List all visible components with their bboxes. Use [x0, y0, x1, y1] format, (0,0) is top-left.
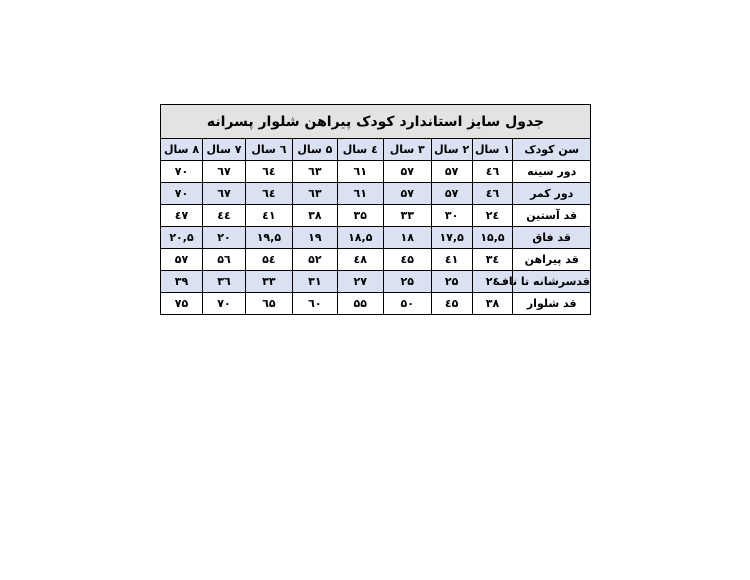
row-label: دور کمر: [513, 183, 591, 205]
table-cell: ۱۸: [383, 227, 431, 249]
table-cell: ٦١: [337, 183, 383, 205]
table-cell: ۱۹: [292, 227, 337, 249]
table-cell: ۷۰: [161, 183, 203, 205]
row-label: قد آستین: [513, 205, 591, 227]
table-cell: ٤٤: [203, 205, 246, 227]
table-row: [161, 293, 591, 315]
table-row: [161, 271, 591, 293]
table-cell: ۵۷: [161, 249, 203, 271]
table-cell: ٦٣: [292, 183, 337, 205]
table-cell: ۳٤: [472, 249, 513, 271]
row-label: قد شلوار: [513, 293, 591, 315]
table-cell: ٦۵: [245, 293, 292, 315]
table-cell: ۵۵: [337, 293, 383, 315]
table-cell: ٤٦: [472, 183, 513, 205]
table-cell: ۳۸: [292, 205, 337, 227]
table-cell: ۳۸: [472, 293, 513, 315]
table-cell: ٤۸: [337, 249, 383, 271]
table-cell: ۲۵: [383, 271, 431, 293]
table-cell: ٦١: [337, 161, 383, 183]
table-cell: ٦٧: [203, 161, 246, 183]
table-cell: ٦۰: [292, 293, 337, 315]
table-cell: ۲۷: [337, 271, 383, 293]
table-row: [161, 161, 591, 183]
table-cell: ۱۹,۵: [245, 227, 292, 249]
table-cell: ۱۷,۵: [431, 227, 472, 249]
table-cell: ٤٦: [472, 161, 513, 183]
table-cell: ٦٧: [203, 183, 246, 205]
table-cell: ۵۷: [431, 183, 472, 205]
header-col-5: ۵ سال: [292, 139, 337, 161]
size-chart: [160, 104, 591, 315]
table-cell: ۵۷: [383, 183, 431, 205]
table-cell: ۱۸,۵: [337, 227, 383, 249]
header-col-1: ۱ سال: [472, 139, 513, 161]
table-cell: ۳١: [292, 271, 337, 293]
table-cell: ۵۰: [383, 293, 431, 315]
table-cell: ۳۳: [383, 205, 431, 227]
header-label: سن کودک: [513, 139, 591, 161]
row-label: دور سینه: [513, 161, 591, 183]
table-cell: ۷۰: [203, 293, 246, 315]
table-cell: ٤١: [431, 249, 472, 271]
header-row: [161, 139, 591, 161]
table-cell: ۳۵: [337, 205, 383, 227]
table-cell: ٤۵: [383, 249, 431, 271]
row-label: قد پیراهن: [513, 249, 591, 271]
table-cell: ٦٣: [292, 161, 337, 183]
table-row: [161, 205, 591, 227]
table-cell: ۳۰: [431, 205, 472, 227]
table-row: [161, 249, 591, 271]
table-cell: ۳۳: [245, 271, 292, 293]
table-cell: ۲٤: [472, 205, 513, 227]
header-col-8: ۸ سال: [161, 139, 203, 161]
table-cell: ۲٤: [472, 271, 513, 293]
header-col-3: ۳ سال: [383, 139, 431, 161]
table-cell: ۷۵: [161, 293, 203, 315]
table-cell: ۵٤: [245, 249, 292, 271]
table-cell: ٤١: [245, 205, 292, 227]
table-cell: ۷۰: [161, 161, 203, 183]
row-label: قد فاق: [513, 227, 591, 249]
table-cell: ٦٤: [245, 183, 292, 205]
table-cell: ٦٤: [245, 161, 292, 183]
table-cell: ۲۰,۵: [161, 227, 203, 249]
header-col-6: ٦ سال: [245, 139, 292, 161]
table-cell: ۲۵: [431, 271, 472, 293]
table-cell: ۲۰: [203, 227, 246, 249]
table-cell: ۱۵,۵: [472, 227, 513, 249]
size-table: [160, 104, 591, 315]
table-cell: ٤۵: [431, 293, 472, 315]
table-cell: ۵۷: [431, 161, 472, 183]
row-label: قدسرشانه تا ناف: [513, 271, 591, 293]
header-col-4: ٤ سال: [337, 139, 383, 161]
table-cell: ۵٦: [203, 249, 246, 271]
header-col-2: ۲ سال: [431, 139, 472, 161]
table-row: [161, 227, 591, 249]
table-cell: ۵۷: [383, 161, 431, 183]
table-row: [161, 183, 591, 205]
header-col-7: ۷ سال: [203, 139, 246, 161]
table-cell: ۵۲: [292, 249, 337, 271]
table-title: جدول سایز استاندارد کودک پیراهن شلوار پسرانه: [161, 105, 591, 139]
table-cell: ٤۷: [161, 205, 203, 227]
table-cell: ۳۹: [161, 271, 203, 293]
table-cell: ۳٦: [203, 271, 246, 293]
